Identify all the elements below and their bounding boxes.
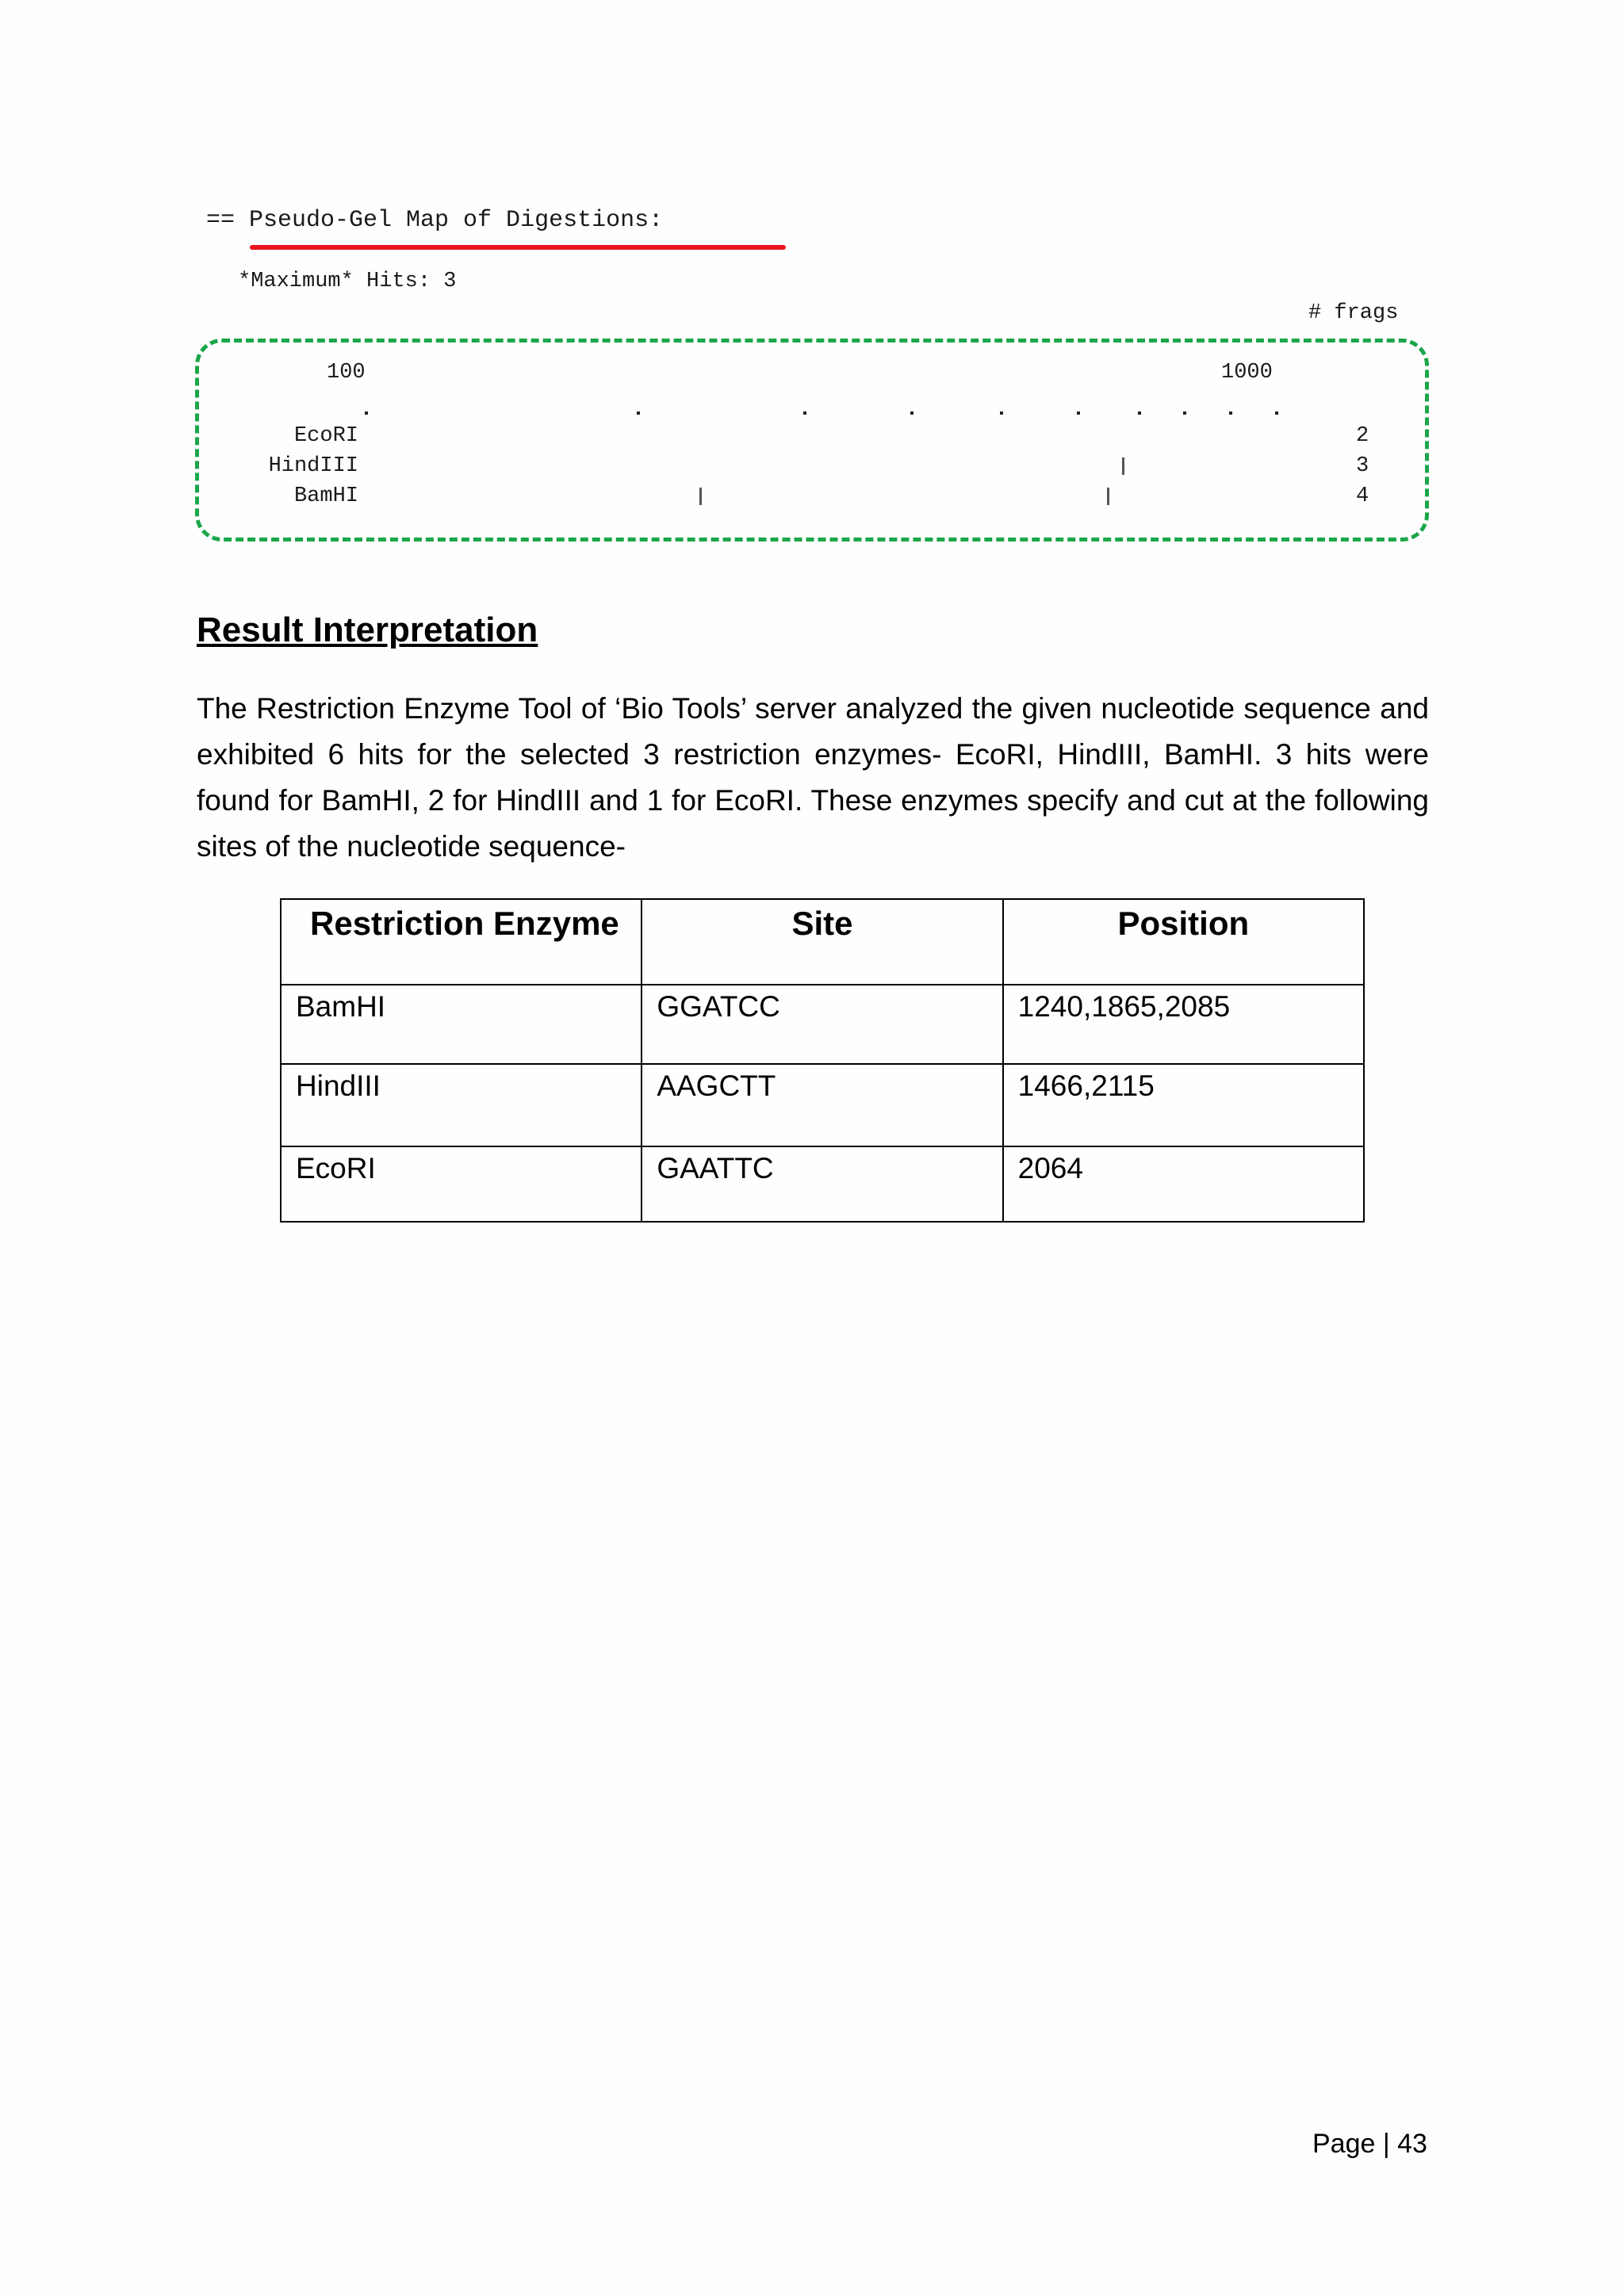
- enzyme-label-ecori: EcoRI: [293, 424, 358, 448]
- table-row: [281, 1146, 1364, 1222]
- scale-label-max: 1000: [1221, 361, 1273, 385]
- frag-count-ecori: 2: [1356, 424, 1369, 448]
- title-underline: [250, 245, 786, 250]
- cell-position: 2064: [1003, 1146, 1364, 1222]
- header-position: Position: [1003, 899, 1364, 985]
- cell-enzyme: BamHI: [281, 985, 642, 1064]
- scale-tick: [1229, 411, 1232, 415]
- pseudo-gel-screenshot: [198, 202, 1435, 551]
- scale-tick: [803, 411, 806, 415]
- section-heading: Result Interpretation: [197, 610, 538, 649]
- restriction-sites-table: [280, 898, 1365, 1223]
- scale-tick: [1000, 411, 1003, 415]
- header-site: Site: [642, 899, 1002, 985]
- frag-count-bamhi: 4: [1356, 484, 1369, 508]
- gel-band-hindiii: [1122, 457, 1124, 475]
- header-restriction-enzyme: Restriction Enzyme: [281, 899, 642, 985]
- scale-tick: [910, 411, 914, 415]
- gel-map-title: == Pseudo-Gel Map of Digestions:: [206, 207, 664, 234]
- table-row: [281, 985, 1364, 1064]
- cell-position: 1466,2115: [1003, 1064, 1364, 1146]
- interpretation-paragraph: The Restriction Enzyme Tool of ‘Bio Tools’ server analyzed the given nucleotide sequence and exhibited 6 hits for the selected 3 restriction enzymes- EcoRI, HindIII, BamHI. 3 hits were found for BamHI, 2 for HindIII and 1 for EcoRI. These enzymes specify and cut at the following sites of the nucleotide sequence-: [197, 692, 1429, 863]
- cell-site: GGATCC: [642, 985, 1002, 1064]
- table-row: [281, 1064, 1364, 1146]
- gel-band-bamhi: [699, 488, 702, 505]
- scale-tick: [1183, 411, 1186, 415]
- cell-enzyme: EcoRI: [281, 1146, 642, 1222]
- scale-tick: [637, 411, 640, 415]
- frag-count-hindiii: 3: [1356, 454, 1369, 478]
- scale-tick: [365, 411, 368, 415]
- scale-tick: [1275, 411, 1278, 415]
- cell-position: 1240,1865,2085: [1003, 985, 1364, 1064]
- table-header-row: [281, 899, 1364, 985]
- scale-label-min: 100: [327, 361, 366, 385]
- scale-tick: [1138, 411, 1141, 415]
- enzyme-label-hindiii: HindIII: [268, 454, 358, 478]
- page-number: Page | 43: [1312, 2129, 1427, 2159]
- cell-enzyme: HindIII: [281, 1064, 642, 1146]
- scale-tick: [1077, 411, 1080, 415]
- max-hits-label: *Maximum* Hits: 3: [238, 270, 457, 293]
- enzyme-label-bamhi: BamHI: [293, 484, 358, 508]
- gel-band-bamhi: [1107, 488, 1109, 505]
- cell-site: GAATTC: [642, 1146, 1002, 1222]
- frags-header: # frags: [1308, 301, 1399, 325]
- cell-site: AAGCTT: [642, 1064, 1002, 1146]
